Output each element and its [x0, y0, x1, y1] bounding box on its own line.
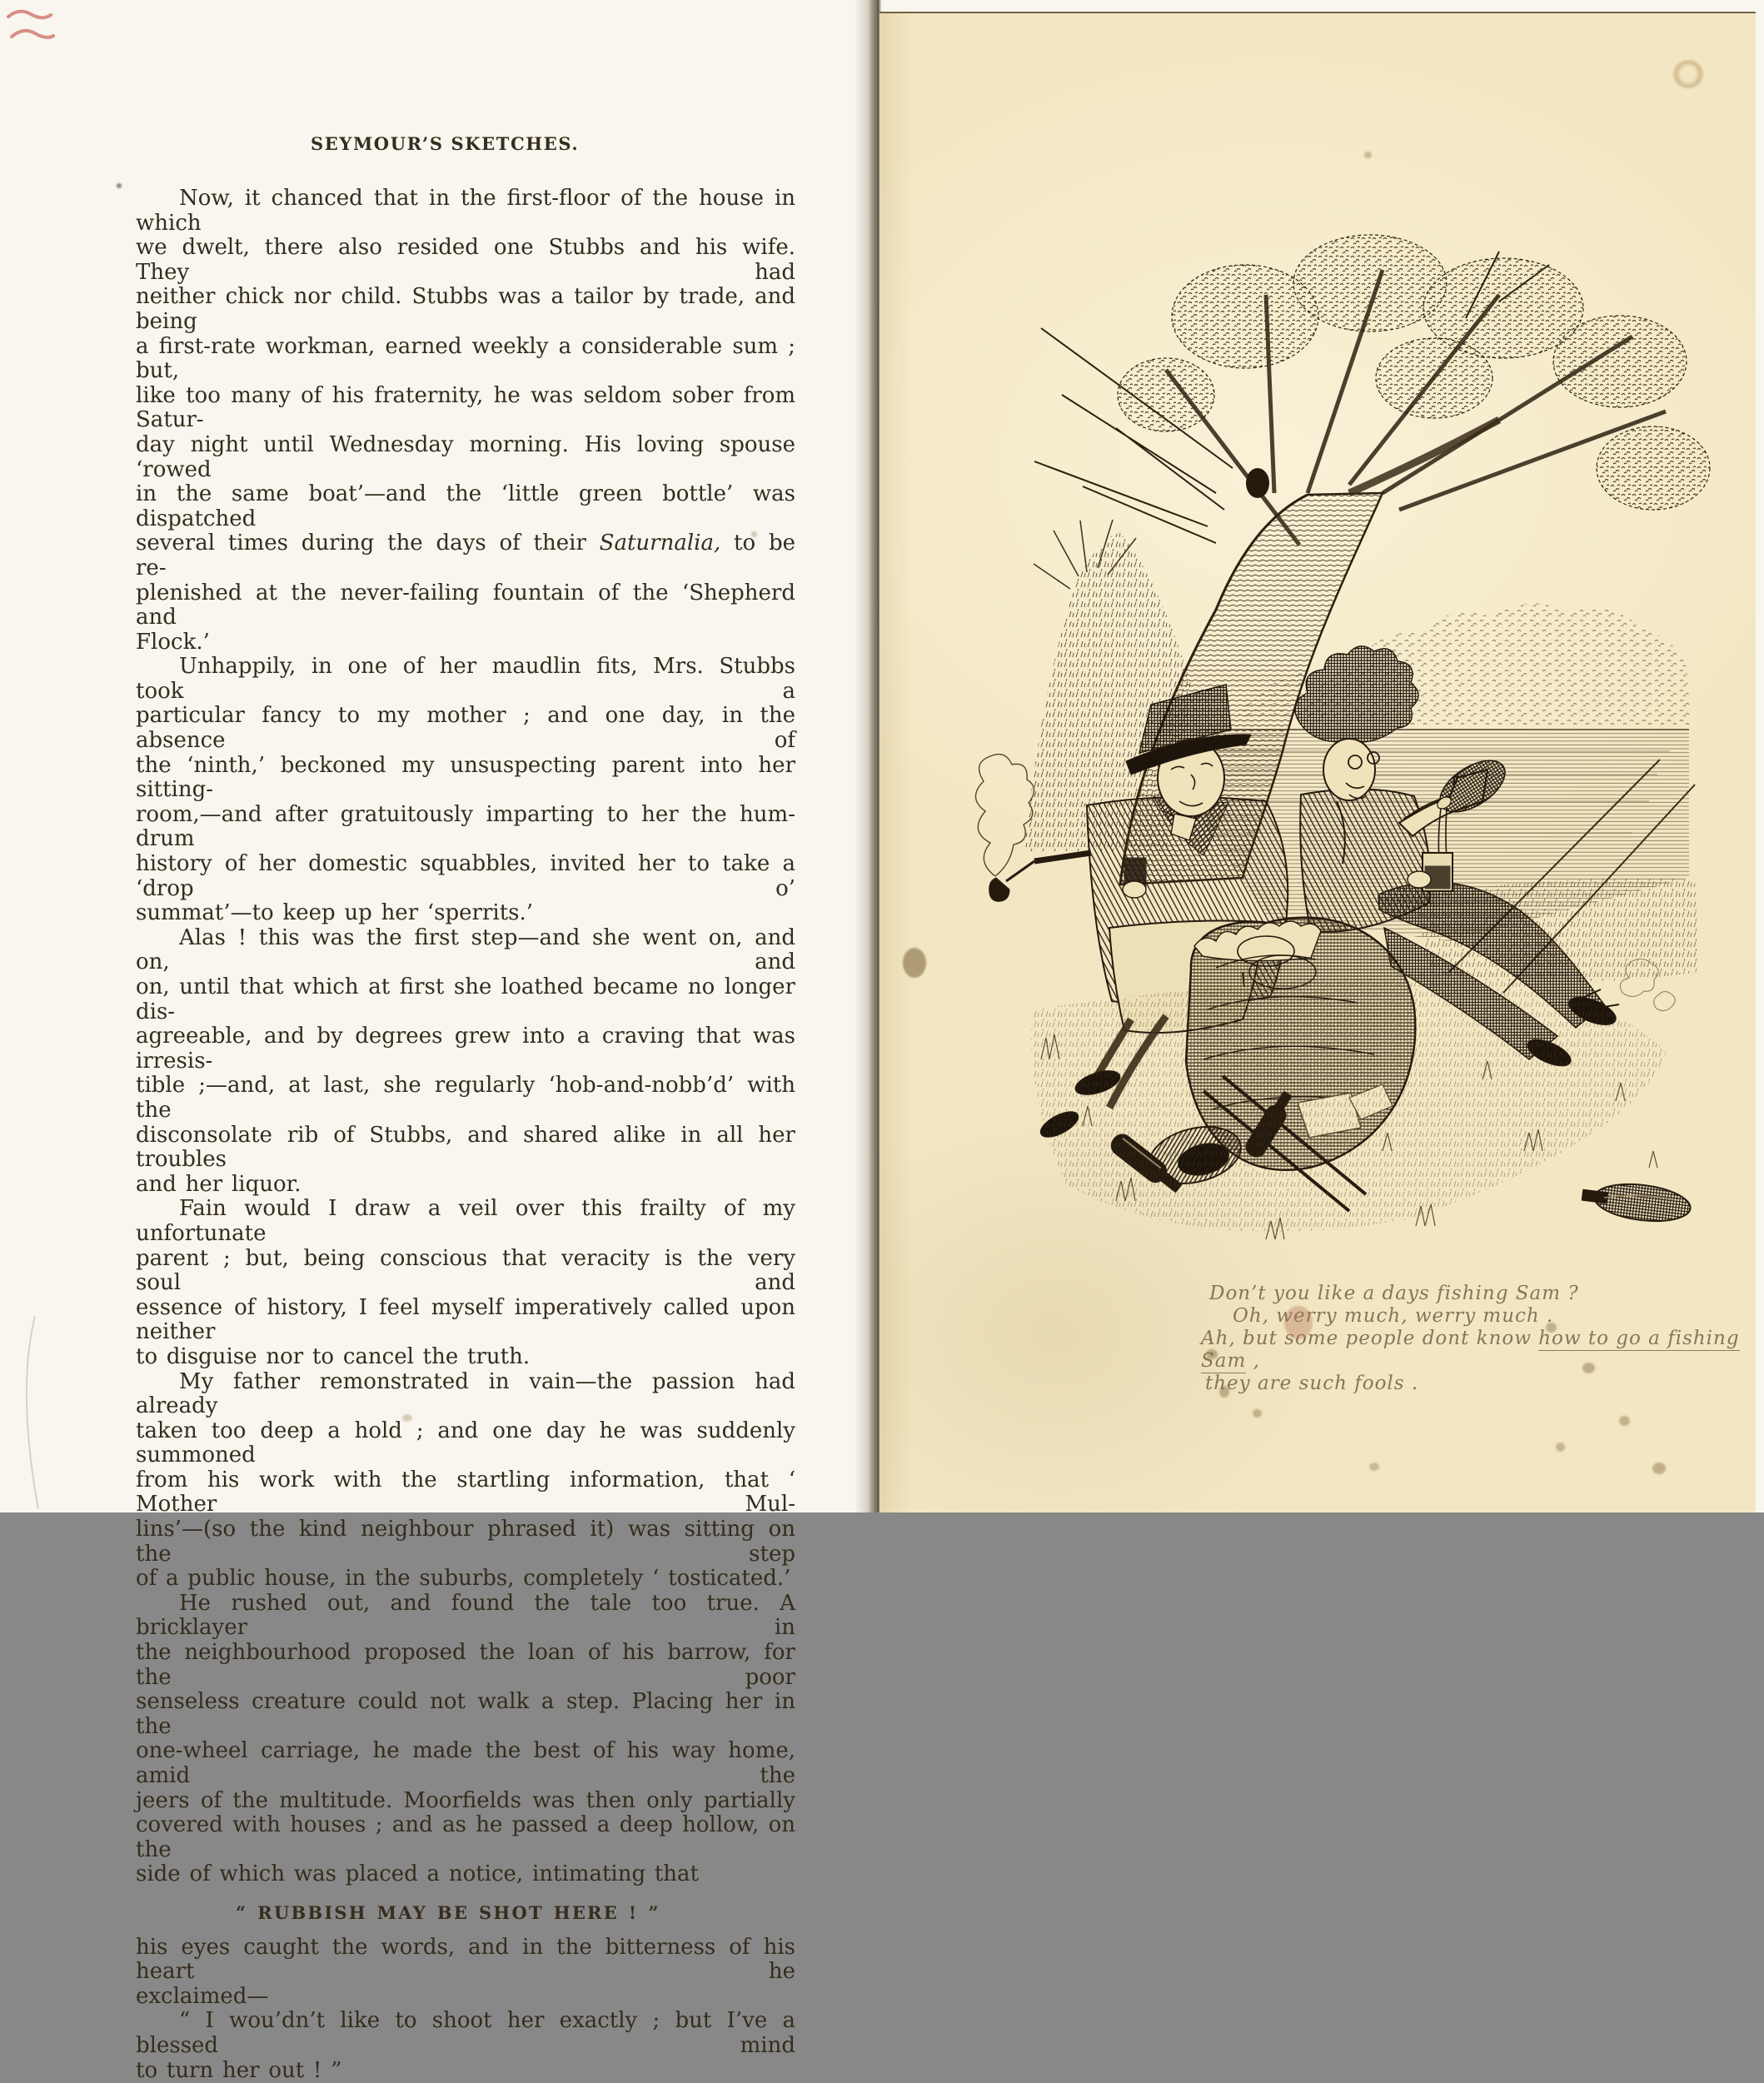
text-line: side of which was placed a notice, intimating that: [136, 1861, 700, 1887]
fox-spot: [1206, 1349, 1218, 1359]
fox-spot: [751, 531, 757, 537]
caption-line: Don’t you like a days fishing Sam ?: [1209, 1283, 1579, 1304]
fox-spot: [402, 1414, 412, 1422]
caption-line: Oh, werry much, werry much .: [1233, 1305, 1554, 1327]
text-line: on, until that which at first she loathed became no longer dis-: [136, 974, 795, 1024]
text-line: parent ; but, being conscious that veracity is the very soul and: [136, 1245, 795, 1296]
text-line: agreeable, and by degrees grew into a craving that was irresis-: [136, 1024, 795, 1074]
fox-spot: [1219, 1386, 1229, 1398]
paragraph: [136, 926, 795, 1198]
fox-spot: [1582, 1363, 1595, 1373]
text-line: jeers of the multitude. Moorfields was then only partially: [136, 1787, 795, 1813]
text-line: plenished at the never-failing fountain of the ‘Shepherd and: [136, 580, 795, 630]
running-header: SEYMOUR’S SKETCHES.: [311, 133, 580, 154]
caption-line: Ah, but some people dont know how to go a fishing Sam ,: [1201, 1328, 1740, 1372]
paragraph: [136, 1592, 795, 1887]
text-line: Alas ! this was the first step—and she went on, and on, and: [136, 924, 795, 975]
text-line: to turn her out ! ”: [136, 2057, 342, 2083]
left-page: [0, 0, 876, 2083]
pipe-smoke: [975, 755, 1034, 876]
text-line: Unhappily, in one of her maudlin fits, Mrs. Stubbs took a: [136, 654, 795, 704]
fox-spot: [1253, 1409, 1262, 1418]
text-line: the ‘ninth,’ beckoned my unsuspecting parent into her sitting-: [136, 752, 795, 803]
fox-spot: [1364, 152, 1372, 158]
bottle-icon: [1582, 1179, 1692, 1226]
text-line: in the same boat’—and the ‘little green bottle’ was dispatched: [136, 481, 795, 531]
text-line: exclaimed—: [136, 1983, 269, 2009]
text-line: senseless creature could not walk a step. Placing her in the: [136, 1689, 795, 1739]
notice-line: “ RUBBISH MAY BE SHOT HERE ! ”: [236, 1901, 660, 1923]
paper-crease: [7, 1316, 57, 1512]
text-line: Fain would I draw a veil over this frailty of my unfortunate: [136, 1196, 795, 1246]
right-page: [880, 12, 1756, 1512]
caption-line: they are such fools .: [1205, 1373, 1419, 1394]
fox-spot: [1369, 1463, 1379, 1471]
text-line: like too many of his fraternity, he was seldom sober from Satur-: [136, 382, 795, 433]
text-line: a first-rate workman, earned weekly a considerable sum ; but,: [136, 333, 795, 384]
text-line: of a public house, in the suburbs, completely ‘ tosticated.’: [136, 1566, 791, 1592]
text-line: summat’—to keep up her ‘sperrits.’: [136, 900, 534, 926]
text-line: tible ;—and, at last, she regularly ‘hob-and-nobb’d’ with the: [136, 1073, 795, 1123]
text-line: from his work with the startling information, that ‘ Mother Mul-: [136, 1467, 795, 1517]
text-line: day night until Wednesday morning. His loving spouse ‘rowed: [136, 431, 795, 482]
fox-spot: [1652, 1463, 1666, 1474]
red-pen-mark: [5, 3, 63, 58]
text-line: and her liquor.: [136, 1171, 301, 1197]
paragraph: [136, 655, 795, 926]
text-line: Now, it chanced that in the first-floor of the house in which: [136, 186, 795, 236]
text-line: neither chick nor child. Stubbs was a tailor by trade, and being: [136, 284, 795, 334]
paragraph: [136, 1936, 795, 2010]
tree-canopy: [1118, 235, 1710, 510]
text-line: we dwelt, there also resided one Stubbs and his wife. They had: [136, 235, 795, 285]
fox-spot: [1556, 1443, 1565, 1452]
text-line: his eyes caught the words, and in the bitterness of his heart he: [136, 1934, 795, 1985]
paragraph: [136, 1197, 795, 1369]
text-line: lins’—(so the kind neighbour phrased it) was sitting on the step: [136, 1517, 795, 1567]
paragraph: [136, 1370, 795, 1592]
text-line: My father remonstrated in vain—the passion had already: [136, 1368, 795, 1419]
body-blocks: [136, 187, 795, 2083]
etching-illustration: [916, 218, 1716, 1284]
fox-spot: [1284, 1306, 1313, 1339]
fox-spot: [903, 948, 926, 978]
fox-spot: [1672, 60, 1704, 88]
foreground-grass: [1031, 959, 1675, 1239]
text-line: covered with houses ; and as he passed a deep hollow, on the: [136, 1812, 795, 1862]
plate-caption: [880, 1283, 1756, 1395]
text-line: taken too deep a hold ; and one day he was suddenly summoned: [136, 1418, 795, 1468]
text-line: to disguise nor to cancel the truth.: [136, 1343, 531, 1369]
text-line: disconsolate rib of Stubbs, and shared alike in all her troubles: [136, 1122, 795, 1173]
text-line: one-wheel carriage, he made the best of his way home, amid the: [136, 1738, 795, 1788]
paragraph: [136, 187, 795, 655]
paragraph: [136, 2009, 795, 2083]
text-line: Flock.’: [136, 629, 210, 655]
text-line: history of her domestic squabbles, invited her to take a ‘drop o’: [136, 851, 795, 901]
text-line: particular fancy to my mother ; and one day, in the absence of: [136, 703, 795, 754]
text-line: “ I wou’dn’t like to shoot her exactly ; but I’ve a blessed mind: [136, 2008, 795, 2058]
text-line: essence of history, I feel myself imperatively called upon neither: [136, 1294, 795, 1345]
text-line: He rushed out, and found the tale too true. A bricklayer in: [136, 1590, 795, 1641]
text-line: room,—and after gratuitously imparting to her the hum-drum: [136, 801, 795, 852]
text-line: the neighbourhood proposed the loan of his barrow, for the poor: [136, 1640, 795, 1690]
fox-spot: [1546, 1323, 1557, 1333]
fox-spot: [117, 183, 122, 188]
text-line: several times during the days of their Saturnalia, to be re-: [136, 531, 795, 581]
fox-spot: [1619, 1416, 1630, 1426]
